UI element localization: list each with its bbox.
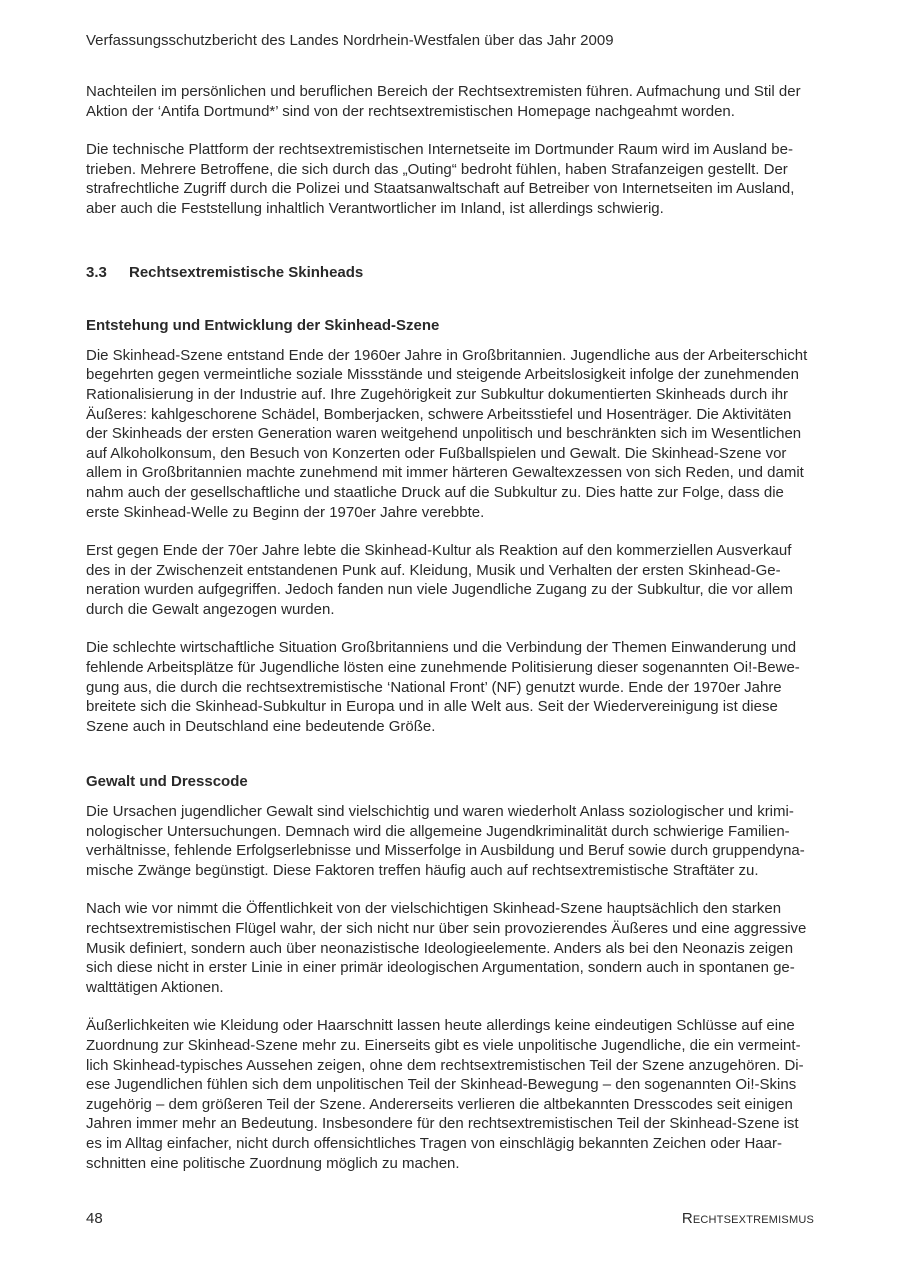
- section-heading: [86, 263, 816, 283]
- paragraph: Die Skinhead-Szene entstand Ende der 1960er Jahre in Großbritannien. Jugendliche aus der Arbeiterschicht begehrten gegen vermeintliche soziale Missstände und steigende Arbeitslosigkeit infolge der zunehmenden Rationalisierung in der Industrie auf. Ihre Zugehörigkeit zur Subkultur dokumentierten Skinheads durch ihr Äußeres: kahlgeschorene Schädel, Bomberjacken, schwere Arbeitsstiefel und Hosenträger. Die Aktivitäten der Skinheads der ersten Generation waren weitgehend unpolitisch und beschränkten sich im Wesentlichen auf Alkoholkonsum, den Besuch von Konzerten oder Fußballspielen und Gewalt. Die Skinhead-Szene vor allem in Großbritannien machte zunehmend mit immer härteren Gewaltexzessen von sich Reden, und damit nahm auch der gesellschaftliche und staatliche Druck auf die Subkultur zu. Dies hatte zur Folge, dass die erste Skinhead-Welle zu Beginn der 1970er Jahre verebbte.: [86, 346, 808, 521]
- paragraph: Nachteilen im persönlichen und beruflichen Bereich der Rechtsextremisten führen. Aufmachung und Stil der Aktion der ‘Antifa Dortmund*’ sind von der rechtsextremistischen Homepage nachgeahmt worden.: [86, 83, 801, 120]
- footer-section-name: Rechtsextremismus: [681, 1210, 814, 1227]
- subsection-heading: Entstehung und Entwicklung der Skinhead-Szene: [86, 317, 440, 335]
- section-number: 3.3: [86, 263, 107, 281]
- paragraph: Die technische Plattform der rechtsextremistischen Internetseite im Dortmunder Raum wird im Ausland be- trieben. Mehrere Betroffene, die sich durch das „Outing“ bedroht fühlen, haben Strafanzeigen gestellt. Der strafrechtliche Zugriff durch die Polizei und Staatsanwaltschaft auf Betreiber von Internetseiten im Ausland, aber auch die Feststellung inhaltlich Verantwortlicher im Inland, ist allerdings schwierig.: [86, 141, 795, 217]
- page-number: 48: [86, 1210, 103, 1227]
- paragraph: Erst gegen Ende der 70er Jahre lebte die Skinhead-Kultur als Reaktion auf den kommerziellen Ausverkauf des in der Zwischenzeit entstandenen Punk auf. Kleidung, Musik und Verhalten der ersten Skinhead-Ge- neration wurden aufgegriffen. Jedoch fanden nun viele Jugendliche Zugang zu der Subkultur, die vor allem durch die Gewalt angezogen wurden.: [86, 542, 793, 618]
- paragraph: Äußerlichkeiten wie Kleidung oder Haarschnitt lassen heute allerdings keine eindeutigen Schlüsse auf eine Zuordnung zur Skinhead-Szene mehr zu. Einerseits gibt es viele unpolitische Jugendliche, die ein vermeint- lich Skinhead-typisches Aussehen zeigen, ohne dem rechtsextremistischen Teil der Szene anzugehören. Di- ese Jugendlichen fühlen sich dem unpolitischen Teil der Skinhead-Bewegung – den sogenannten Oi!-Skins zugehörig – dem größeren Teil der Szene. Andererseits verlieren die altbekannten Dresscodes seit einigen Jahren immer mehr an Bedeutung. Insbesondere für den rechtsextremistischen Teil der Skinhead-Szene ist es im Alltag einfacher, nicht durch offensichtliches Tragen von einschlägig bekannten Zeichen oder Haar- schnitten eine politische Zuordnung möglich zu machen.: [86, 1017, 804, 1172]
- paragraph: Die schlechte wirtschaftliche Situation Großbritanniens und die Verbindung der Themen Einwanderung und fehlende Arbeitsplätze für Jugendliche lösten eine zunehmende Politisierung dieser sogenannten Oi!-Bewe- gung aus, die durch die rechtsextremistische ‘National Front’ (NF) genutzt wurde. Ende der 1970er Jahre breitete sich die Skinhead-Subkultur in Europa und in alle Welt aus. Seit der Wiedervereinigung ist diese Szene auch in Deutschland eine bedeutende Größe.: [86, 639, 800, 735]
- paragraph: Nach wie vor nimmt die Öffentlichkeit von der vielschichtigen Skinhead-Szene hauptsächlich den starken rechtsextremistischen Flügel wahr, der sich nicht nur über sein provozierendes Äußeres und eine aggressive Musik definiert, sondern auch über neonazistische Ideologieelemente. Anders als bei den Neonazis zeigen sich diese nicht in erster Linie in einer primär ideologischen Argumentation, sondern auch in spontanen ge- walttätigen Aktionen.: [86, 900, 807, 996]
- paragraph: Die Ursachen jugendlicher Gewalt sind vielschichtig und waren wiederholt Anlass soziologischer und krimi- nologischer Untersuchungen. Demnach wird die allgemeine Jugendkriminalität durch schwierige Familien- verhältnisse, fehlende Erfolgserlebnisse und Misserfolge in Ausbildung und Beruf sowie durch gruppendyna- mische Zwänge begünstigt. Diese Faktoren treffen häufig auch auf rechtsextremistische Straftäter zu.: [86, 803, 805, 879]
- section-title: Rechtsextremistische Skinheads: [129, 263, 364, 281]
- running-header: Verfassungsschutzbericht des Landes Nordrhein-Westfalen über das Jahr 2009: [86, 32, 614, 49]
- subsection-heading: Gewalt und Dresscode: [86, 773, 248, 791]
- body-text: [86, 82, 816, 1173]
